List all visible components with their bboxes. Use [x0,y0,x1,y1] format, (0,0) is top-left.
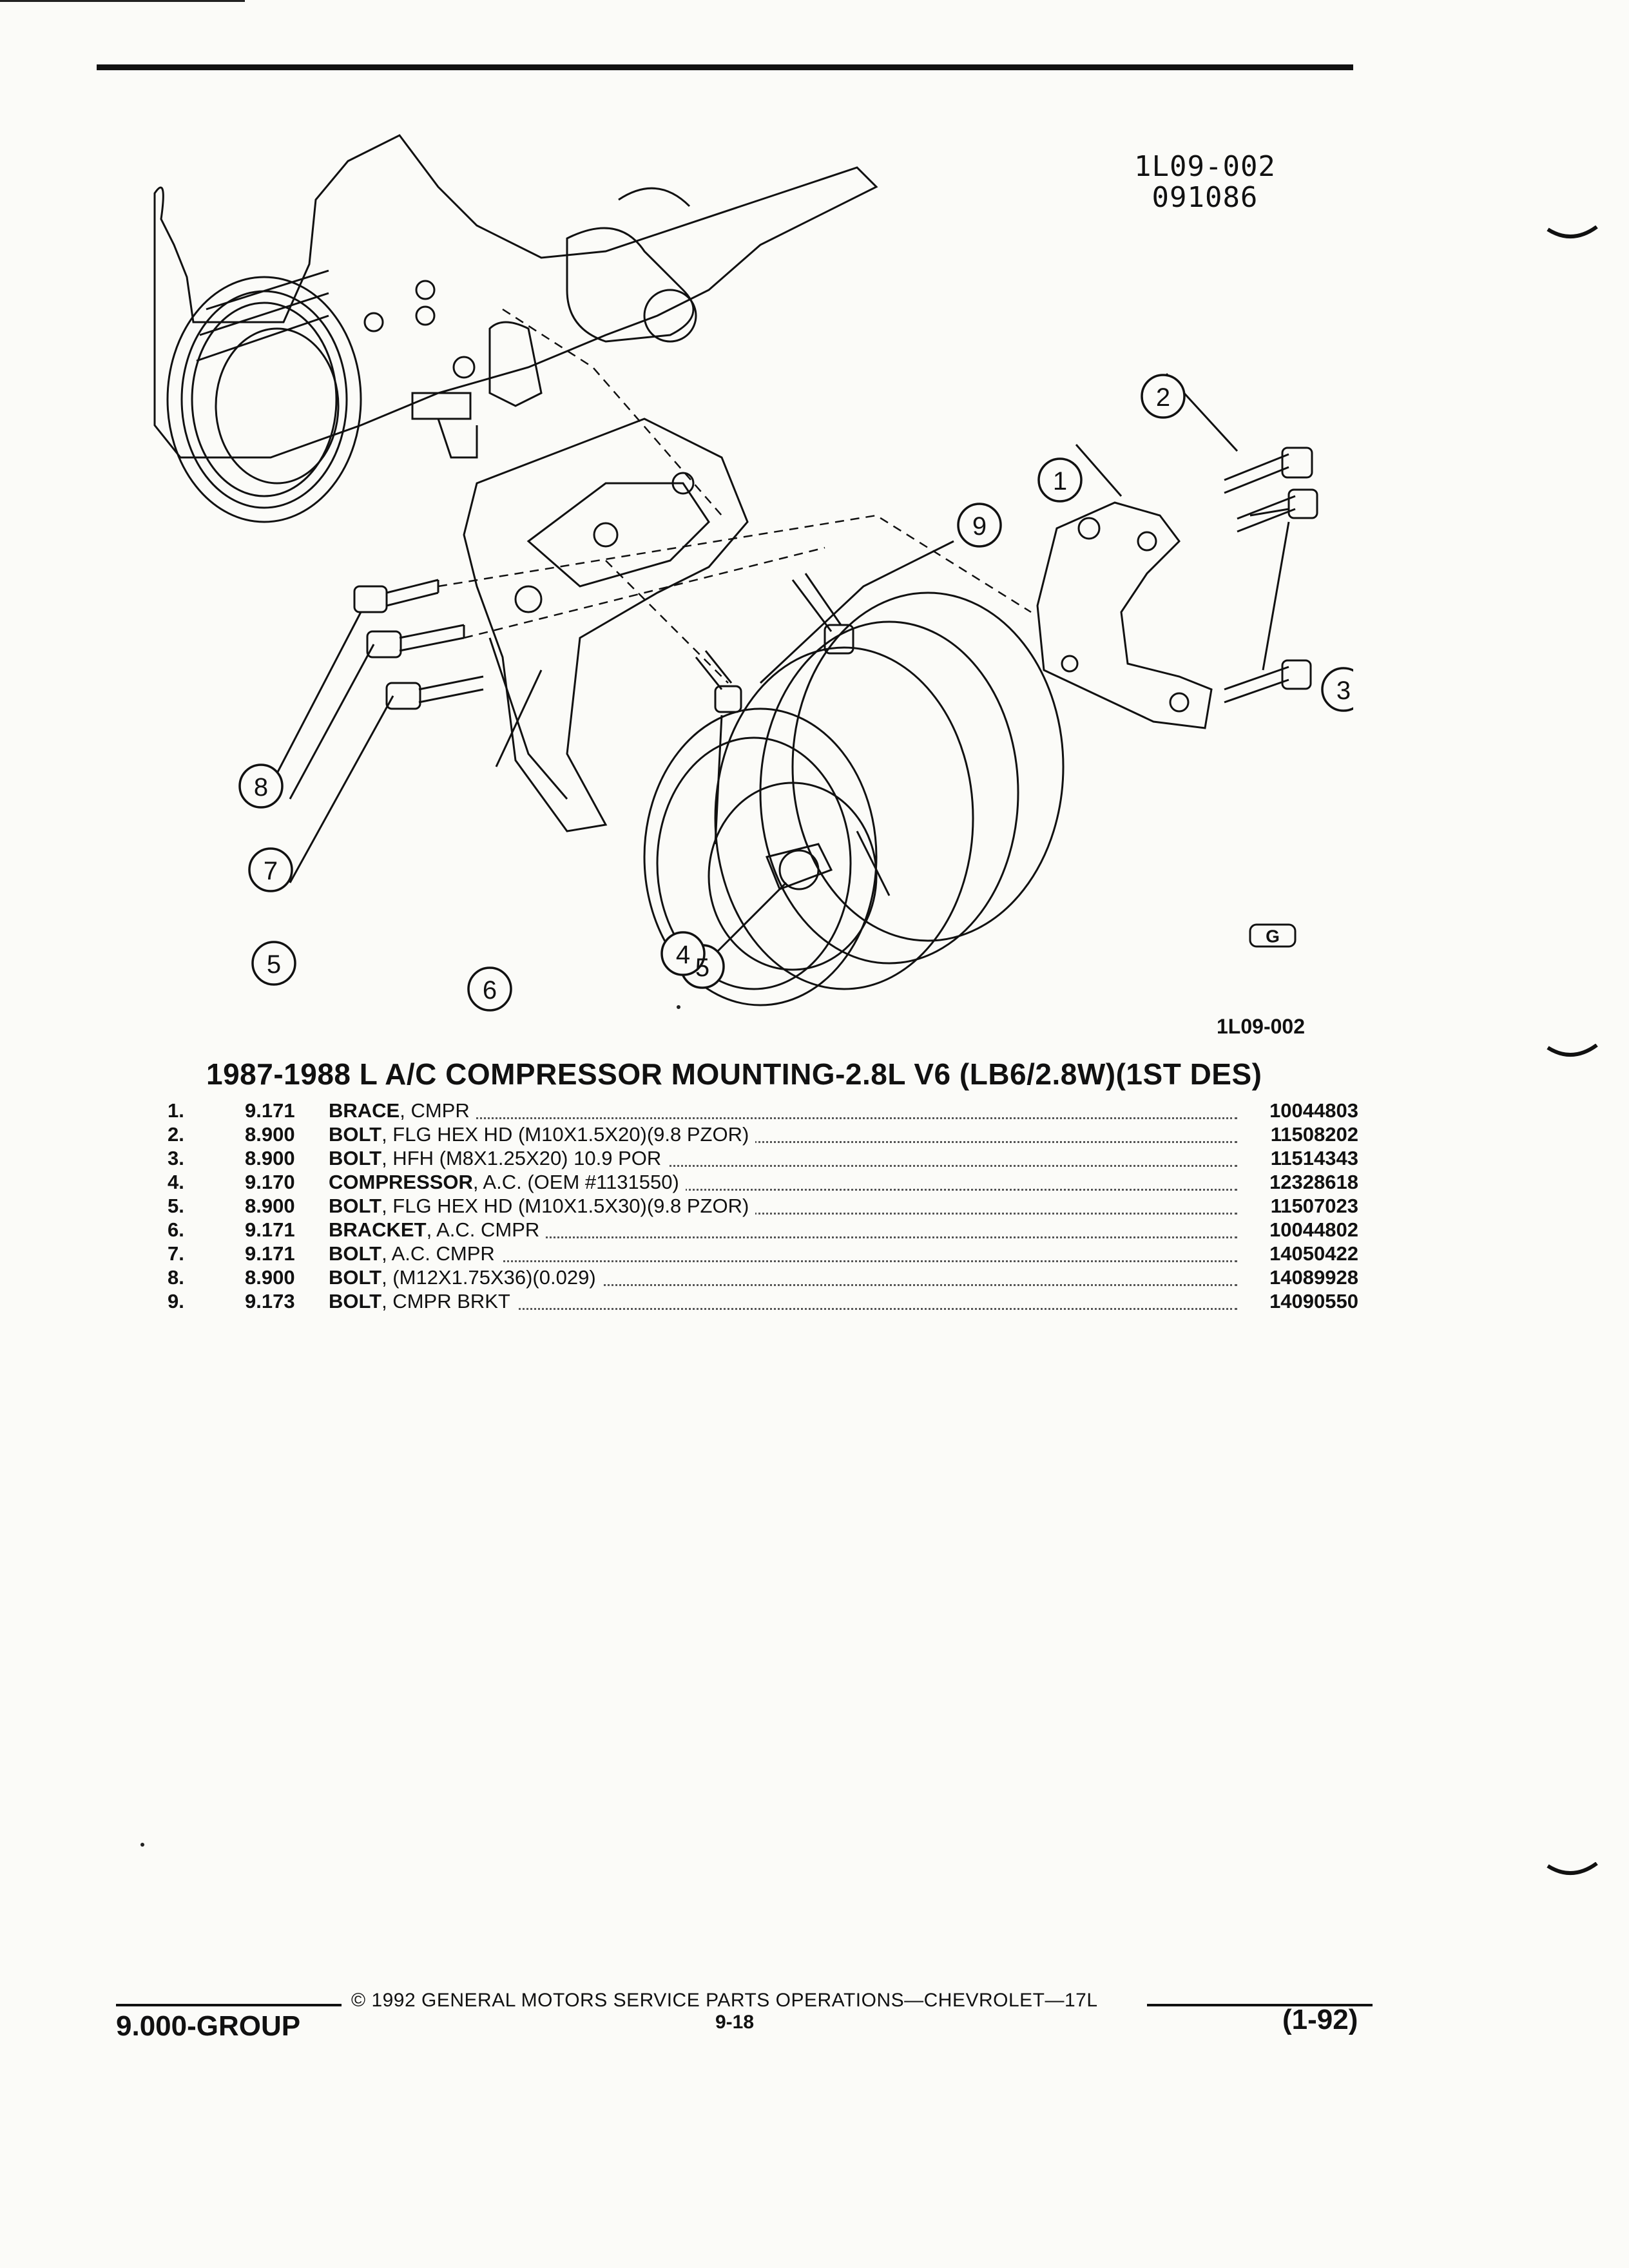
part-description [329,1099,476,1122]
part-name: BOLT [329,1242,382,1265]
part-description [329,1146,668,1170]
part-name: BOLT [329,1147,382,1169]
item-number: 7. [168,1242,184,1265]
item-number: 4. [168,1171,184,1193]
figure-id-line2: 091086 [1152,181,1258,214]
part-detail: , A.C. CMPR [381,1242,495,1265]
compressor-body [793,593,1063,941]
part-detail: , A.C. CMPR [426,1218,540,1241]
scan-speck [140,1843,144,1847]
part-name: BOLT [329,1266,382,1289]
corner-rule [0,0,245,2]
part-detail: , FLG HEX HD (M10X1.5X20)(9.8 PZOR) [381,1123,749,1146]
part-detail: , HFH (M8X1.25X20) 10.9 POR [381,1147,662,1169]
callout-1: 1 [1052,467,1068,495]
group-code: 9.171 [245,1099,295,1122]
part-detail: , CMPR [400,1099,470,1122]
part-description [329,1194,755,1218]
copyright-notice: © 1992 GENERAL MOTORS SERVICE PARTS OPERATIONS—CHEVROLET—17L [351,1990,1098,2011]
part-description [329,1265,602,1289]
part-description [329,1170,686,1194]
part-description [329,1218,546,1242]
header-rule [97,64,1353,70]
part-number: 14050422 [1263,1242,1358,1265]
part-name: COMPRESSOR [329,1171,473,1193]
callout-6: 6 [482,976,497,1004]
item-number: 2. [168,1123,184,1146]
footer-rule-left [116,2004,342,2006]
callouts [240,375,1353,1010]
item-number: 1. [168,1099,184,1122]
part-name: BOLT [329,1195,382,1217]
binder-hole-mark [1547,1862,1598,1881]
part-name: BOLT [329,1123,382,1146]
callout-5-left: 5 [266,950,282,979]
binder-hole-mark [1547,226,1598,245]
gm-logo-icon [1250,925,1295,947]
part-name: BRACKET [329,1218,427,1241]
callout-8: 8 [253,773,269,802]
figure-id-line1: 1L09-002 [1134,150,1276,183]
item-number: 5. [168,1195,184,1217]
group-label: 9.000-GROUP [116,2010,301,2042]
part-description [329,1242,501,1265]
part-number: 14090550 [1263,1289,1358,1313]
group-code: 9.171 [245,1218,295,1241]
parts-row [168,1289,1366,1313]
group-code: 9.170 [245,1171,295,1193]
callout-2: 2 [1155,383,1171,412]
group-code: 8.900 [245,1147,295,1169]
part-number: 12328618 [1263,1170,1358,1194]
group-code: 9.171 [245,1242,295,1265]
part-name: BOLT [329,1290,382,1312]
exploded-parts-diagram [116,122,1353,1012]
binder-hole-mark [1547,1044,1598,1063]
svg-text:G: G [1266,926,1280,947]
part-detail: , (M12X1.75X36)(0.029) [381,1266,596,1289]
part-detail: , CMPR BRKT [381,1290,510,1312]
page-number: 9-18 [715,2012,755,2033]
item-number: 3. [168,1147,184,1169]
item-number: 9. [168,1290,184,1312]
callout-9: 9 [972,512,987,541]
part-number: 11508202 [1264,1122,1358,1146]
group-code: 9.173 [245,1290,295,1312]
part-number: 11507023 [1264,1194,1358,1218]
group-code: 8.900 [245,1195,295,1217]
section-title: 1987-1988 L A/C COMPRESSOR MOUNTING-2.8L V6 (LB6/2.8W)(1ST DES) [206,1057,1262,1091]
item-number: 8. [168,1266,184,1289]
callout-7: 7 [263,857,278,885]
brace-part-1 [1037,503,1211,728]
part-detail: , FLG HEX HD (M10X1.5X30)(9.8 PZOR) [381,1195,749,1217]
part-detail: , A.C. (OEM #1131550) [472,1171,679,1193]
part-description [329,1122,755,1146]
callout-3: 3 [1336,677,1351,705]
part-number: 11514343 [1264,1146,1358,1170]
figure-reference: 1L09-002 [1217,1015,1305,1038]
part-name: BRACE [329,1099,400,1122]
part-number: 10044802 [1263,1218,1358,1242]
callout-4: 4 [675,941,691,969]
group-code: 8.900 [245,1123,295,1146]
callout-5-right: 5 [695,954,710,982]
part-number: 10044803 [1263,1099,1358,1122]
bracket-part-6 [464,419,747,831]
part-description [329,1289,517,1313]
bolts [354,448,1317,712]
scan-speck [677,1005,680,1009]
part-number: 14089928 [1263,1265,1358,1289]
revision-date: (1-92) [1282,2004,1358,2035]
parts-list [168,1099,1366,1313]
engine-block-outline [155,135,876,457]
group-code: 8.900 [245,1266,295,1289]
item-number: 6. [168,1218,184,1241]
